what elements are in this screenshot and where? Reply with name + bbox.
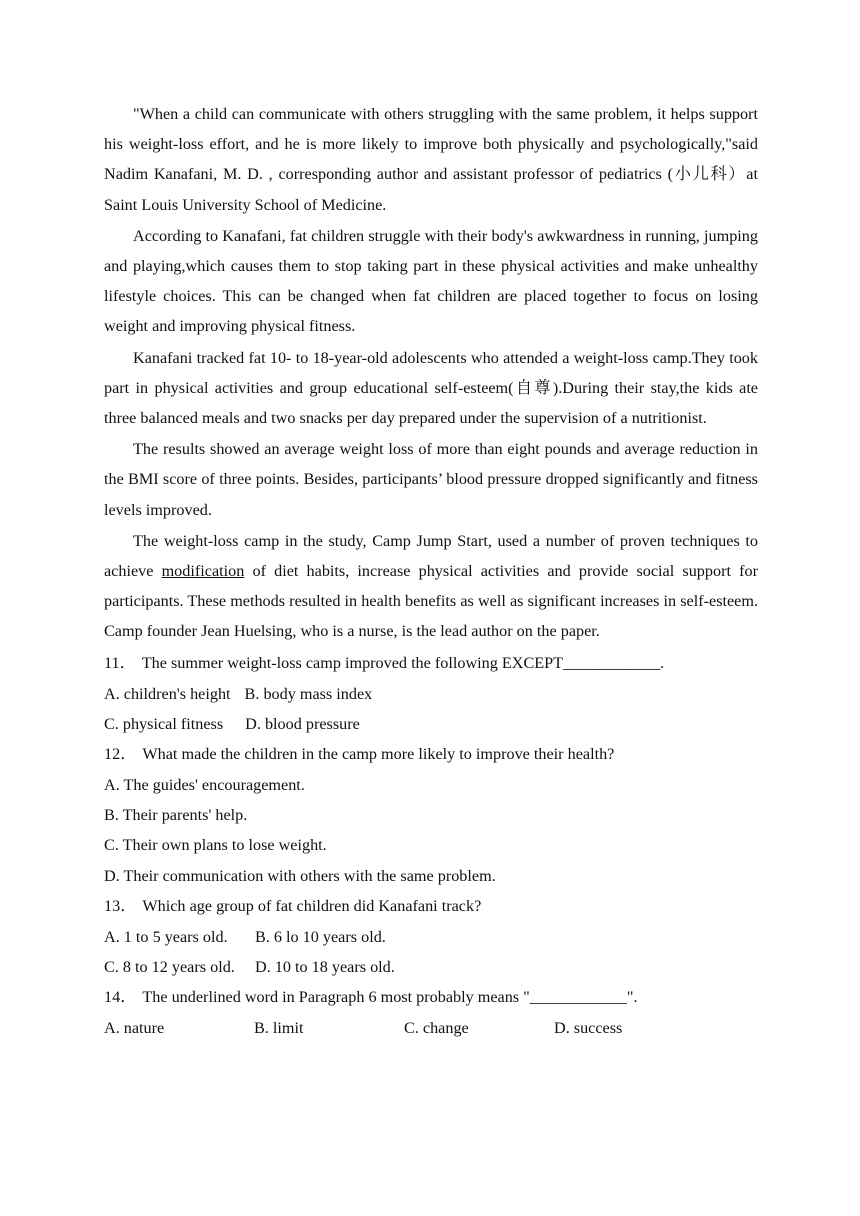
paragraph-5-text-before: The weight-loss camp in the study, Camp Jump Start, used a number of proven techniques to achieve	[104, 531, 758, 581]
passage-paragraph-2: According to Kanafani, fat children struggle with their body's awkwardness in running, jumping and playing,which causes them to stop taking part in these physical activities and make unhealthy lifestyle choices. This can be changed when fat children are placed together to focus on losing weight and improving physical fitness.	[104, 226, 758, 336]
option-d: D. Their communication with others with the same problem.	[104, 866, 496, 885]
question-14	[104, 982, 758, 1043]
question-11	[104, 648, 758, 739]
question-13-stem	[104, 891, 758, 922]
question-number: 14．	[104, 988, 137, 1007]
option-b: B. Their parents' help.	[104, 806, 248, 825]
option-b: B. limit	[254, 1019, 304, 1038]
option-d: D. blood pressure	[245, 714, 360, 733]
option-b: B. 6 lo 10 years old.	[255, 927, 386, 946]
option-d: D. success	[554, 1019, 623, 1038]
options-row	[104, 1013, 758, 1043]
option-b: B. body mass index	[244, 684, 373, 703]
paragraph-5-text-after: of diet habits, increase physical activities and provide social support for participants. These methods resulted in health benefits as well as significant increases in self-esteem. Camp founder Jean Huelsing, who is a nurse, is the lead author on the paper.	[104, 562, 758, 641]
question-number: 13．	[104, 896, 137, 915]
question-13	[104, 891, 758, 982]
question-number: 11．	[104, 653, 136, 672]
document-page	[104, 99, 758, 1043]
options-row	[104, 922, 758, 952]
option-c: C. 8 to 12 years old.	[104, 958, 235, 977]
underlined-word: modification	[161, 562, 245, 581]
question-text: The underlined word in Paragraph 6 most probably means "____________".	[142, 988, 638, 1007]
question-number: 12．	[104, 745, 137, 764]
question-text: What made the children in the camp more likely to improve their health?	[142, 745, 615, 764]
question-text: Which age group of fat children did Kanafani track?	[142, 896, 482, 915]
passage-paragraph-1: "When a child can communicate with others struggling with the same problem, it helps support his weight-loss effort, and he is more likely to improve both physically and psychologically,"said Nadim Kanafani, M. D. , corresponding author and assistant professor of pediatrics (小儿科）at Saint Louis University School of Medicine.	[104, 105, 758, 214]
passage-paragraph-3: Kanafani tracked fat 10- to 18-year-old adolescents who attended a weight-loss camp.They took part in physical activities and group educational self-esteem(自尊).During their stay,the kids ate three balanced meals and two snacks per day prepared under the supervision of a nutritionist.	[104, 348, 758, 428]
option-c: C. Their own plans to lose weight.	[104, 836, 327, 855]
passage-paragraph-4: The results showed an average weight loss of more than eight pounds and average reduction in the BMI score of three points. Besides, participants’ blood pressure dropped significantly and fitness levels improved.	[104, 440, 758, 519]
option-c: C. change	[404, 1019, 469, 1038]
question-12	[104, 739, 758, 891]
option-d: D. 10 to 18 years old.	[255, 958, 395, 977]
options-row	[104, 709, 758, 739]
question-14-stem	[104, 982, 758, 1013]
question-11-stem	[104, 648, 758, 679]
options-row	[104, 679, 758, 709]
option-c: C. physical fitness	[104, 714, 224, 733]
option-a: A. children's height	[104, 684, 231, 703]
option-a: A. nature	[104, 1019, 165, 1038]
question-text: The summer weight-loss camp improved the following EXCEPT____________.	[141, 653, 665, 672]
passage-paragraph-5	[104, 526, 758, 647]
question-12-stem	[104, 739, 758, 770]
option-a: A. 1 to 5 years old.	[104, 927, 228, 946]
option-a: A. The guides' encouragement.	[104, 776, 305, 795]
options-row	[104, 952, 758, 982]
